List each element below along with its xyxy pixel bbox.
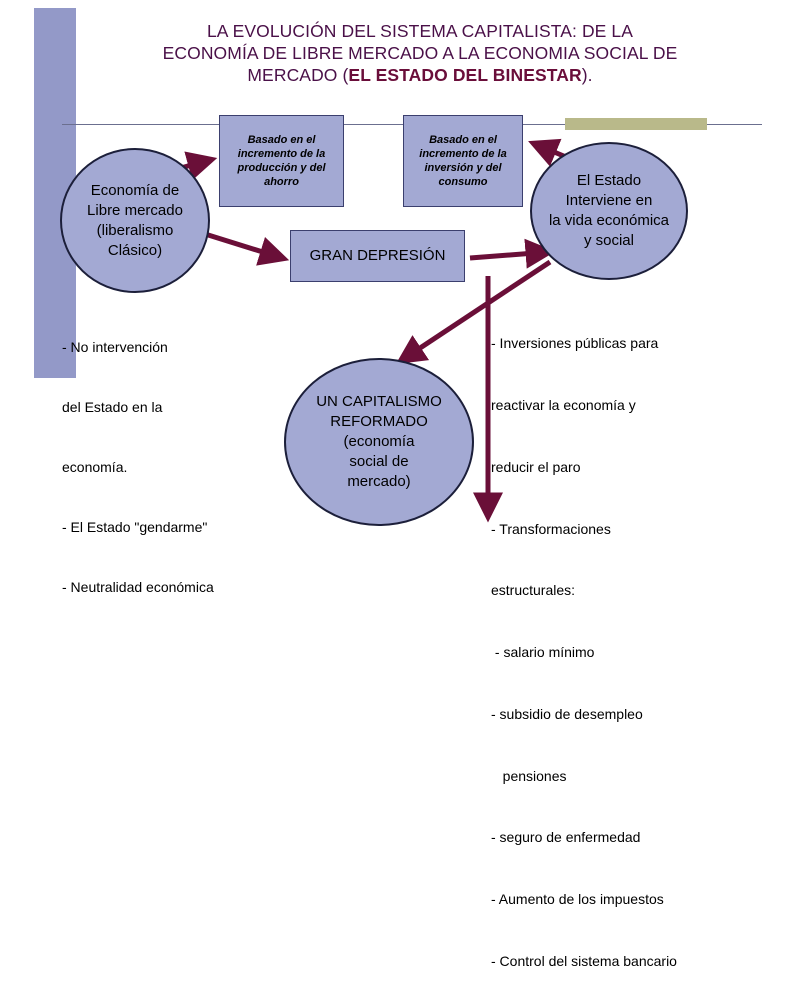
box-gran-depresion [290, 230, 465, 282]
box-gran-text: GRAN DEPRESIÓN [309, 247, 446, 264]
title-bold: EL ESTADO DEL BINESTAR [348, 65, 582, 85]
box-investment [403, 115, 523, 207]
arrow-libre-to-gran [205, 234, 282, 258]
ellipse-capitalismo: UN CAPITALISMO REFORMADO (economía social de mercado) [284, 358, 474, 526]
ellipse-estado: El Estado Interviene en la vida económica y social [530, 142, 688, 280]
arrow-gran-to-estado [470, 252, 548, 258]
title-line-2: ECONOMÍA DE LIBRE MERCADO A LA ECONOMIA SOCIAL DE [162, 43, 678, 63]
notes-right: - Inversiones públicas para reactivar la economía y reducir el paro - Transformaciones estructurales: - salario mínimo - subsidio de desempleo pensiones - seguro de enfermedad - Aumento de los impuestos - Control del sistema bancario [491, 335, 677, 969]
box-production [219, 115, 344, 207]
title-line-3: MERCADO (EL ESTADO DEL BINESTAR). [247, 65, 593, 85]
notes-left: - No intervención del Estado en la economía. - El Estado "gendarme" - Neutralidad económica [62, 339, 214, 595]
box-production-text: Basado en el incremento de la producción y del ahorro [237, 134, 326, 188]
ellipse-libre-mercado: Economía de Libre mercado (liberalismo Clásico) [60, 148, 210, 293]
title-line-1: LA EVOLUCIÓN DEL SISTEMA CAPITALISTA: DE LA [206, 21, 634, 41]
box-investment-text: Basado en el incremento de la inversión y del consumo [419, 134, 507, 188]
